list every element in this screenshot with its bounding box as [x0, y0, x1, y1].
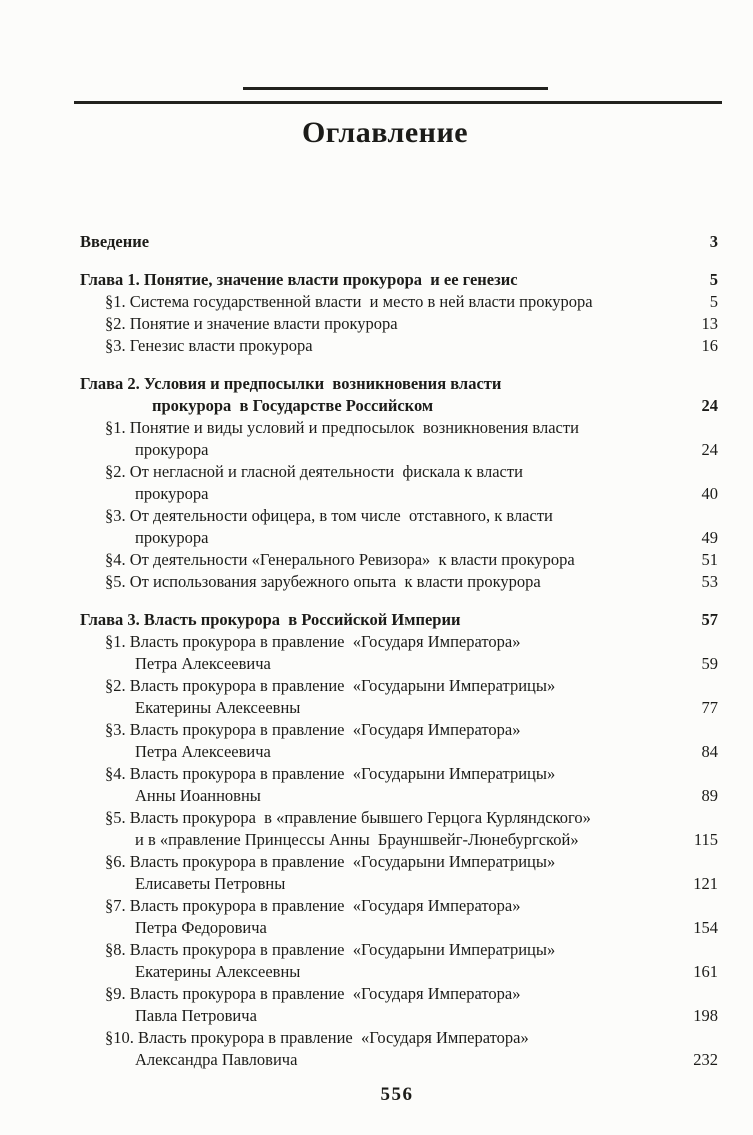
toc-entry-line: §1. Понятие и виды условий и предпосылок возникновения власти [105, 418, 579, 437]
toc-entry-line: прокурора в Государстве Российском [152, 396, 434, 415]
toc-entry-page-number: 154 [693, 918, 718, 937]
toc-entry-page-number: 13 [701, 314, 718, 333]
toc-entry-page-number: 40 [701, 484, 718, 503]
toc-entry-line: §4. От деятельности «Генерального Ревизора» к власти прокурора [105, 550, 575, 569]
toc-entry-page-number: 16 [701, 336, 718, 355]
toc-entry-text [80, 895, 520, 939]
toc-entry-page-number: 232 [693, 1050, 718, 1069]
toc-entry-line: Екатерины Алексеевны [135, 698, 301, 717]
toc-entry-line: §2. Понятие и значение власти прокурора [105, 314, 398, 333]
toc-entry-page-number: 84 [701, 742, 718, 761]
toc-entry [80, 231, 718, 253]
toc-entry-line: §1. Власть прокурора в правление «Государя Императора» [105, 632, 521, 651]
toc-entry-text [80, 461, 523, 505]
toc-entry [80, 983, 718, 1027]
toc-entry-text [80, 851, 555, 895]
toc-entry-text [80, 1027, 529, 1071]
toc-entry-line: Глава 2. Условия и предпосылки возникновения власти [80, 374, 502, 393]
toc-entry-text [80, 269, 518, 291]
toc-entry-page-number: 57 [701, 610, 718, 629]
toc-entry-line: Александра Павловича [135, 1050, 298, 1069]
toc-entry-text [80, 939, 555, 983]
header-rule-short [243, 87, 548, 90]
toc-entry-text [80, 335, 313, 357]
toc-entry [80, 291, 718, 313]
toc-entry-line: Петра Федоровича [135, 918, 267, 937]
toc-entry-page-number: 89 [701, 786, 718, 805]
toc-entry-line: и в «правление Принцессы Анны Брауншвейг-Люнебургской» [135, 830, 579, 849]
toc-entry-text [80, 719, 520, 763]
toc-entry [80, 719, 718, 763]
toc-entry-text [80, 631, 520, 675]
toc-entry-page-number: 121 [693, 874, 718, 893]
toc-entry-line: прокурора [135, 484, 209, 503]
toc-entry-line: §3. Власть прокурора в правление «Государя Императора» [105, 720, 521, 739]
toc-entry-page-number: 5 [709, 270, 718, 289]
toc-entry-text [80, 609, 460, 631]
toc-entry-line: Глава 1. Понятие, значение власти прокурора и ее генезис [80, 270, 518, 289]
toc-entry-page-number: 49 [701, 528, 718, 547]
toc-entry [80, 851, 718, 895]
header-rule-long [74, 101, 722, 104]
toc-entry-page-number: 5 [709, 292, 718, 311]
toc-entry-text [80, 291, 593, 313]
toc-entry-line: §2. Власть прокурора в правление «Государыни Императрицы» [105, 676, 556, 695]
toc-entry [80, 313, 718, 335]
toc-entry [80, 417, 718, 461]
toc-entry-line: Елисаветы Петровны [135, 874, 286, 893]
toc-entry-page-number: 198 [693, 1006, 718, 1025]
toc-entry-line: §10. Власть прокурора в правление «Государя Императора» [105, 1028, 529, 1047]
toc-entry-line: §3. От деятельности офицера, в том числе отставного, к власти [105, 506, 553, 525]
toc-entry-line: Павла Петровича [135, 1006, 257, 1025]
toc-entry [80, 571, 718, 593]
toc-entry-line: Петра Алексеевича [135, 654, 271, 673]
toc-entry [80, 461, 718, 505]
toc-entry [80, 1027, 718, 1071]
toc-entry [80, 609, 718, 631]
toc-entry-text [80, 505, 553, 549]
toc-entry-line: §5. От использования зарубежного опыта к власти прокурора [105, 572, 541, 591]
toc-entry [80, 549, 718, 571]
toc-entry-page-number: 77 [701, 698, 718, 717]
toc-entry-line: Петра Алексеевича [135, 742, 271, 761]
toc-entry-line: §2. От негласной и гласной деятельности фискала к власти [105, 462, 523, 481]
toc-entry-line: §9. Власть прокурора в правление «Государя Императора» [105, 984, 521, 1003]
toc-entry [80, 807, 718, 851]
toc-entry-line: прокурора [135, 528, 209, 547]
toc-entry-line: §8. Власть прокурора в правление «Государыни Императрицы» [105, 940, 556, 959]
toc-entry-line: §7. Власть прокурора в правление «Государя Императора» [105, 896, 521, 915]
toc-entry-line: §5. Власть прокурора в «правление бывшего Герцога Курляндского» [105, 808, 591, 827]
toc-entry [80, 269, 718, 291]
toc-entry-page-number: 59 [701, 654, 718, 673]
toc-entry-line: §6. Власть прокурора в правление «Государыни Императрицы» [105, 852, 556, 871]
page-title: Оглавление [301, 116, 469, 149]
toc-entry [80, 675, 718, 719]
toc-entry [80, 335, 718, 357]
toc-entry [80, 505, 718, 549]
toc-entry [80, 895, 718, 939]
toc-entry-text [80, 675, 555, 719]
toc-entry [80, 631, 718, 675]
toc-entry-line: Анны Иоанновны [135, 786, 261, 805]
toc-entry-text [80, 417, 579, 461]
toc-entry-text [80, 807, 591, 851]
toc-entry-line: Глава 3. Власть прокурора в Российской Империи [80, 610, 461, 629]
toc-entry [80, 763, 718, 807]
toc-entry-line: прокурора [135, 440, 209, 459]
toc-entry [80, 939, 718, 983]
toc-entry-text [80, 571, 541, 593]
toc-entry-text [80, 549, 575, 571]
toc-entry [80, 373, 718, 417]
toc-entry-text [80, 231, 149, 253]
toc-entry-line: §1. Система государственной власти и место в ней власти прокурора [105, 292, 593, 311]
toc-entry-page-number: 24 [701, 396, 718, 415]
toc-entry-line: §3. Генезис власти прокурора [105, 336, 313, 355]
toc-entry-line: Екатерины Алексеевны [135, 962, 301, 981]
toc-entry-line: Введение [80, 232, 150, 251]
toc-entry-page-number: 24 [701, 440, 718, 459]
toc-entry-text [80, 983, 520, 1027]
toc-entry-page-number: 51 [701, 550, 718, 569]
toc-entry-page-number: 115 [693, 830, 718, 849]
table-of-contents [80, 231, 718, 1071]
toc-entry-page-number: 3 [709, 232, 718, 251]
toc-entry-text [80, 763, 555, 807]
toc-entry-page-number: 53 [701, 572, 718, 591]
toc-entry-text [80, 313, 398, 335]
folio-page-number: 556 [380, 1084, 414, 1105]
toc-entry-page-number: 161 [693, 962, 718, 981]
toc-entry-line: §4. Власть прокурора в правление «Государыни Императрицы» [105, 764, 556, 783]
toc-entry-text [80, 373, 501, 417]
